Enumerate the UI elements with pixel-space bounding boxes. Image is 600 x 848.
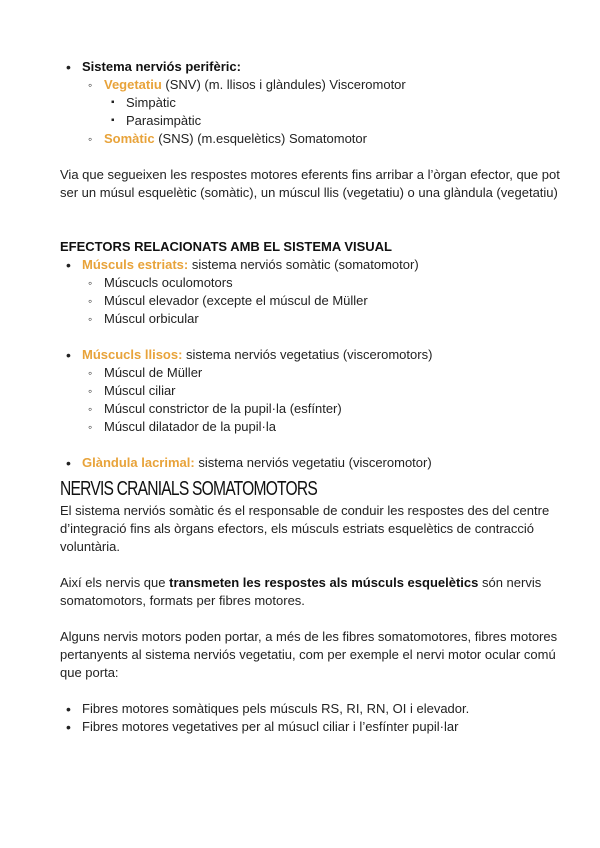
llisos-text: sistema nerviós vegetatius (visceromotors) [182,347,433,362]
fibres-list [60,700,560,736]
lacrimal-text: sistema nerviós vegetatiu (visceromotor) [194,455,432,470]
list-item: ◦ Múscul orbicular [82,310,560,328]
llisos-label: Múscucls llisos: [82,347,183,362]
list-item [60,454,560,472]
paragraph-alguns: Alguns nervis motors poden portar, a més de les fibres somatomotores, fibres motores pertanyents al sistema nerviós vegetatiu, com per exemple el nervi motor ocular comú que porta: [60,629,558,680]
list-item: • Fibres motores vegetatives per al músucl ciliar i l’esfínter pupil·lar [60,718,560,736]
efectors-heading: EFECTORS RELACIONATS AMB EL SISTEMA VISUAL [60,239,393,254]
section-title: NERVIS CRANIALS SOMATOMOTORS [60,478,317,500]
list-item: ◦ Múscul constrictor de la pupil·la (esfínter) [82,400,560,418]
list-item: ◦ Múscul elevador (excepte el múscul de Müller [82,292,560,310]
p2-pre: Així els nervis que [60,575,170,590]
somatic-label: Somàtic [104,131,155,146]
periferic-title: Sistema nerviós perifèric: [82,59,241,74]
list-item: ▪ Simpàtic [104,94,560,112]
document-page [60,58,560,736]
list-item [82,130,560,148]
vegetatiu-text: (SNV) (m. llisos i glàndules) Visceromotor [161,77,406,92]
somatic-text: (SNS) (m.esquelètics) Somatomotor [154,131,367,146]
list-item: ◦ Múscul de Müller [82,364,560,382]
via-paragraph: Via que segueixen les respostes motores eferents fins arribar a l’òrgan efector, que pot ser un músul esquelètic (somàtic), un múscul llis (vegetatiu) o una glàndula (vegetatiu) [60,167,560,200]
list-item [82,76,560,130]
p2-bold: transmeten les respostes als músculs esquelètics [169,575,479,590]
lacrimal-list [60,454,560,472]
paragraph-transmeten [60,574,560,610]
list-item: ◦ Múscucls oculomotors [82,274,560,292]
lacrimal-label: Glàndula lacrimal: [82,455,195,470]
periferic-list [60,58,560,148]
p2-post: són nervis somatomotors, formats per fibres motores. [60,575,542,608]
list-item: ◦ Múscul dilatador de la pupil·la [82,418,560,436]
efectors-list [60,256,560,328]
estriats-text: sistema nerviós somàtic (somatomotor) [188,257,419,272]
llisos-sublist [82,364,560,436]
list-item [60,58,560,148]
paragraph-somatic: El sistema nerviós somàtic és el responsable de conduir les respostes des del centre d’integració fins als òrgans efectors, els músculs estriats esquelètics de contracció voluntària. [60,503,550,554]
vegetatiu-sublist [104,94,560,130]
estriats-sublist [82,274,560,328]
estriats-label: Músculs estriats: [82,257,189,272]
list-item [60,256,560,328]
list-item [60,346,560,436]
periferic-sublist [82,76,560,148]
list-item: ▪ Parasimpàtic [104,112,560,130]
vegetatiu-label: Vegetatiu [104,77,162,92]
list-item: ◦ Múscul ciliar [82,382,560,400]
llisos-list [60,346,560,436]
list-item: • Fibres motores somàtiques pels músculs RS, RI, RN, OI i elevador. [60,700,560,718]
